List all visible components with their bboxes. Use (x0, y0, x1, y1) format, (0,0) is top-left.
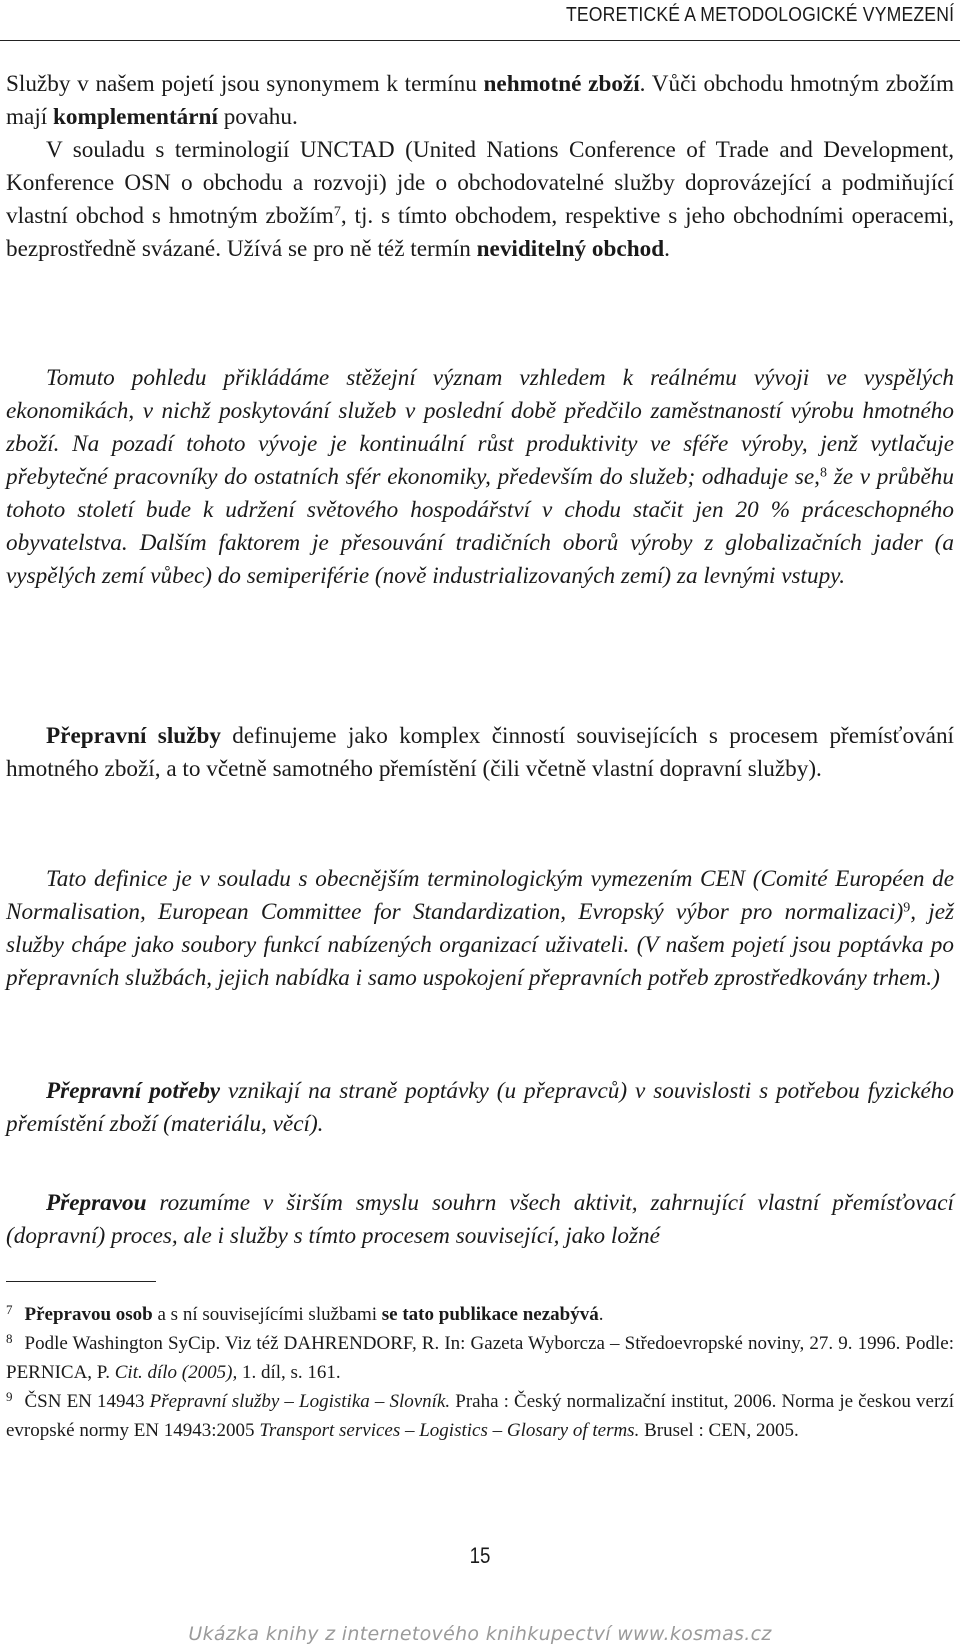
text-span: . Vůči obchodu hmotným zbožím mají (6, 71, 954, 130)
footnote-number: 8 (6, 1330, 13, 1346)
text-span: definujeme jako komplex činností souvisejících s procesem přemísťování hmotného zboží, a to včetně samotného přemístění (čili včetně vlastní dopravní služby). (6, 723, 954, 782)
italic-citation: Cit. dílo (2005), (114, 1362, 238, 1383)
text-span: Tato definice je v souladu s obecnějším terminologickým vymezením CEN (Comité Européen de Normalisation, European Committee for Standardization, Evropský výbor pro normalizaci) (6, 866, 954, 925)
page-number: 15 (469, 1543, 491, 1568)
bold-term: nehmotné zboží (483, 71, 640, 97)
paragraph-services (6, 68, 954, 266)
text-span: . (598, 1304, 604, 1325)
footnote-8 (6, 1329, 954, 1387)
paragraph-development (6, 362, 954, 593)
text-span: rozumíme v širším smyslu souhrn všech aktivit, zahrnující vlastní přemísťovací (dopravní) proces, ale i služby s tímto procesem související, jako ložné (6, 1190, 954, 1249)
text-span: ČSN EN 14943 (24, 1391, 150, 1412)
footnote-number: 9 (6, 1388, 13, 1404)
footnote-number: 7 (6, 1301, 13, 1317)
paragraph-transport-needs (6, 1075, 954, 1141)
paragraph-transport-services (6, 720, 954, 786)
watermark: Ukázka knihy z internetového knihkupectví www.kosmas.cz (188, 1623, 772, 1645)
text-span: 1. díl, s. 161. (237, 1362, 341, 1383)
footnote-ref[interactable]: 9 (903, 900, 911, 916)
footnote-ref[interactable]: 8 (819, 465, 827, 481)
text-span: , tj. s tímto obchodem, respektive s jeho obchodními operacemi, bezprostředně svázané. Užívá se pro ně též termín (6, 203, 954, 262)
text-span: vznikají na straně poptávky (u přepravců) v souvislosti s potřebou fyzického přemístění zboží (materiálu, věcí). (6, 1078, 954, 1137)
bold-term: komplementární (53, 104, 218, 130)
paragraph-cen-definition (6, 863, 954, 995)
italic-citation: Přepravní služby – Logistika – Slovník. (149, 1391, 451, 1412)
bold-term: Přepravní potřeby (46, 1078, 221, 1104)
bold-term: Přepravní služby (46, 723, 221, 749)
text-span: že v průběhu tohoto století bude k udržení světového hospodářství v chodu stačit jen 20 % práceschopného obyvatelstva. Dalším faktorem je přesouvání tradičních oborů výroby z globalizačních jader (a vyspělých zemí vůbec) do semiperiférie (nově industrializovaných zemí) za levnými vstupy. (6, 464, 954, 589)
bold-term: se tato publikace nezabývá (381, 1304, 599, 1325)
text-span: Brusel : CEN, 2005. (639, 1420, 799, 1441)
text-span: Podle Washington SyCip. Viz též DAHRENDORF, R. In: Gazeta Wyborcza – Středoevropské noviny, 27. 9. 1996. Podle: PERNICA, P. (6, 1333, 954, 1383)
bold-term: Přepravou (46, 1190, 147, 1216)
text-span: povahu. (217, 104, 298, 130)
footnote-divider (6, 1281, 156, 1282)
bold-term: neviditelný obchod (476, 236, 665, 262)
bold-term: Přepravou osob (24, 1304, 153, 1325)
text-span: . (664, 236, 670, 262)
text-span: V souladu s terminologií UNCTAD (United Nations Conference of Trade and Development, Konference OSN o obchodu a rozvoji) jde o obchodovatelné služby doprovázející a podmiňující vlastní obchod s hmotným zbožím (6, 137, 954, 229)
chapter-title: TEORETICKÉ A METODOLOGICKÉ VYMEZENÍ (565, 4, 954, 26)
footnote-9 (6, 1387, 954, 1445)
italic-citation: Transport services – Logistics – Glosary of terms. (259, 1420, 640, 1441)
text-span: Služby v našem pojetí jsou synonymem k termínu (6, 71, 484, 97)
text-span: Praha : Český normalizační institut, 2006. Norma je českou verzí evropské normy EN 14943:2005 (6, 1391, 954, 1441)
running-header (0, 0, 960, 41)
footnote-7 (6, 1300, 954, 1329)
text-span: , jež služby chápe jako soubory funkcí nabízených organizací uživateli. (V našem pojetí jsou poptávka po přepravních službách, jejich nabídka i samo uspokojení přepravních potřeb zprostředkovány trhem.) (6, 899, 955, 991)
footnote-ref[interactable]: 7 (333, 204, 341, 220)
text-span: a s ní souvisejícími službami (152, 1304, 382, 1325)
paragraph-transport (6, 1187, 954, 1253)
footnotes (6, 1300, 954, 1445)
text-span: Tomuto pohledu přikládáme stěžejní význam vzhledem k reálnému vývoji ve vyspělých ekonomikách, v nichž poskytování služeb v poslední době předčilo zaměstnaností výrobu hmotného zboží. Na pozadí tohoto vývoje je kontinuální růst produktivity ve sféře výroby, jenž vytlačuje přebytečné pracovníky do ostatních sfér ekonomiky, především do služeb; odhaduje se, (6, 365, 954, 490)
